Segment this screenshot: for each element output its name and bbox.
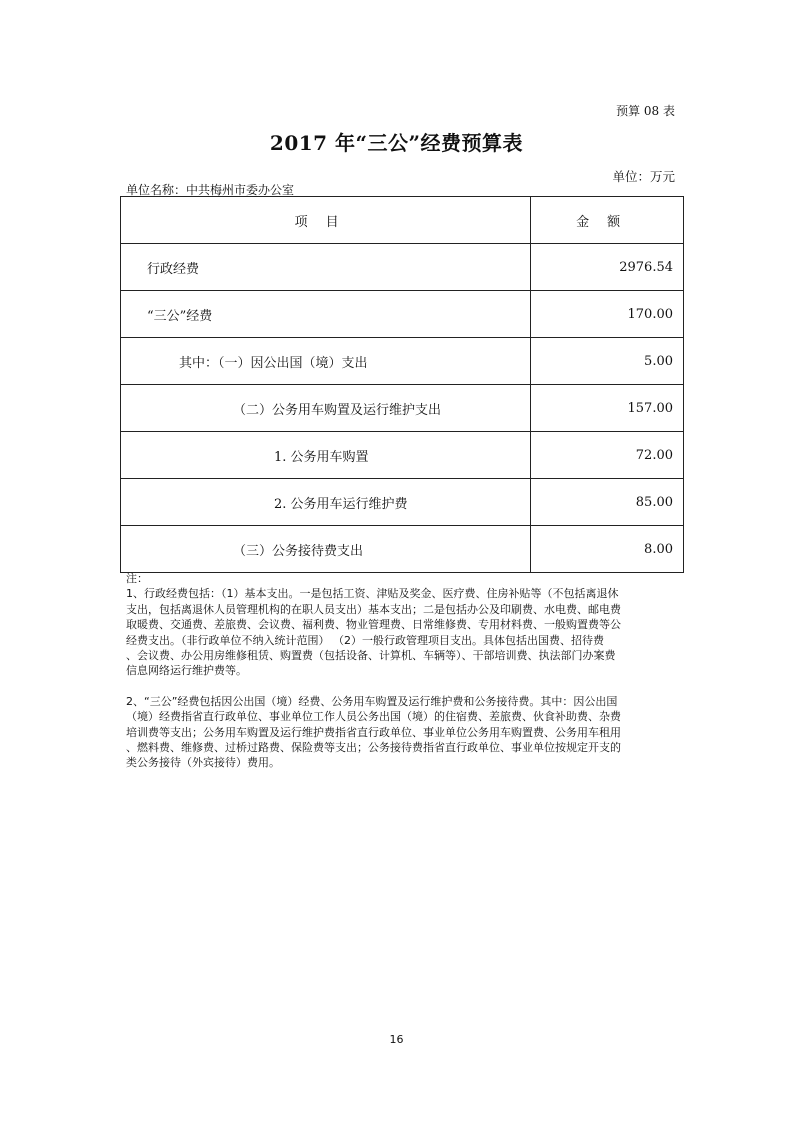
- organization-name: 单位名称：中共梅州市委办公室: [126, 183, 295, 197]
- page-number: 16: [389, 1033, 404, 1046]
- note-line: （境）经费指省直行政单位、事业单位工作人员公务出国（境）的住宿费、差旅费、伙食补助费、杂费: [126, 710, 621, 724]
- table-header-row: [121, 197, 684, 244]
- table-row: [121, 291, 684, 338]
- row-value: 2976.54: [531, 244, 684, 291]
- table-row: [121, 479, 684, 526]
- row-label: 2. 公务用车运行维护费: [121, 479, 531, 526]
- row-value: 85.00: [531, 479, 684, 526]
- note-line: 信息网络运行维护费等。: [126, 664, 247, 678]
- row-value: 157.00: [531, 385, 684, 432]
- table-code: 预算 08 表: [616, 104, 675, 118]
- row-label: 其中：（一）因公出国（境）支出: [121, 338, 531, 385]
- page-title: 2017 年“三公”经费预算表: [269, 131, 524, 155]
- row-value: 72.00: [531, 432, 684, 479]
- note-line: 经费支出。（非行政单位不纳入统计范围） （2）一般行政管理项目支出。具体包括出国费、招待费: [126, 633, 604, 647]
- notes-section: [126, 571, 692, 771]
- row-label: （三）公务接待费支出: [121, 526, 531, 573]
- note-line: 、会议费、办公用房维修租赁、购置费（包括设备、计算机、车辆等）、干部培训费、执法部门办案费: [126, 649, 616, 663]
- note-line: 类公务接待（外宾接待）费用。: [126, 756, 280, 770]
- row-value: 5.00: [531, 338, 684, 385]
- paragraph-gap: [126, 679, 692, 694]
- notes-heading: 注：: [126, 572, 148, 585]
- column-header-amount: 金额: [531, 197, 684, 244]
- table-row: [121, 526, 684, 573]
- note-line: 取暖费、交通费、差旅费、会议费、福利费、物业管理费、日常维修费、专用材料费、一般购置费等公: [126, 618, 621, 632]
- note-line: 支出，包括离退休人员管理机构的在职人员支出）基本支出；二是包括办公及印刷费、水电费、邮电费: [126, 602, 621, 616]
- row-label: （二）公务用车购置及运行维护支出: [121, 385, 531, 432]
- column-header-item: 项目: [121, 197, 531, 244]
- table-row: [121, 338, 684, 385]
- table-row: [121, 385, 684, 432]
- row-value: 170.00: [531, 291, 684, 338]
- note-line: 、燃料费、维修费、过桥过路费、保险费等支出；公务接待费指省直行政单位、事业单位按规定开支的: [126, 741, 621, 755]
- row-label: 1. 公务用车购置: [121, 432, 531, 479]
- unit-label: 单位：万元: [612, 169, 675, 184]
- row-label: “三公”经费: [121, 291, 531, 338]
- row-value: 8.00: [531, 526, 684, 573]
- budget-table: [120, 196, 684, 573]
- note-line: 1、行政经费包括：（1）基本支出。一是包括工资、津贴及奖金、医疗费、住房补贴等（不包括离退休: [126, 587, 619, 601]
- note-line: 2、“三公”经费包括因公出国（境）经费、公务用车购置及运行维护费和公务接待费。其中：因公出国: [126, 694, 618, 708]
- table-row: [121, 432, 684, 479]
- note-line: 培训费等支出；公务用车购置及运行维护费指省直行政单位、事业单位公务用车购置费、公务用车租用: [126, 725, 621, 739]
- row-label: 行政经费: [121, 244, 531, 291]
- table-row: [121, 244, 684, 291]
